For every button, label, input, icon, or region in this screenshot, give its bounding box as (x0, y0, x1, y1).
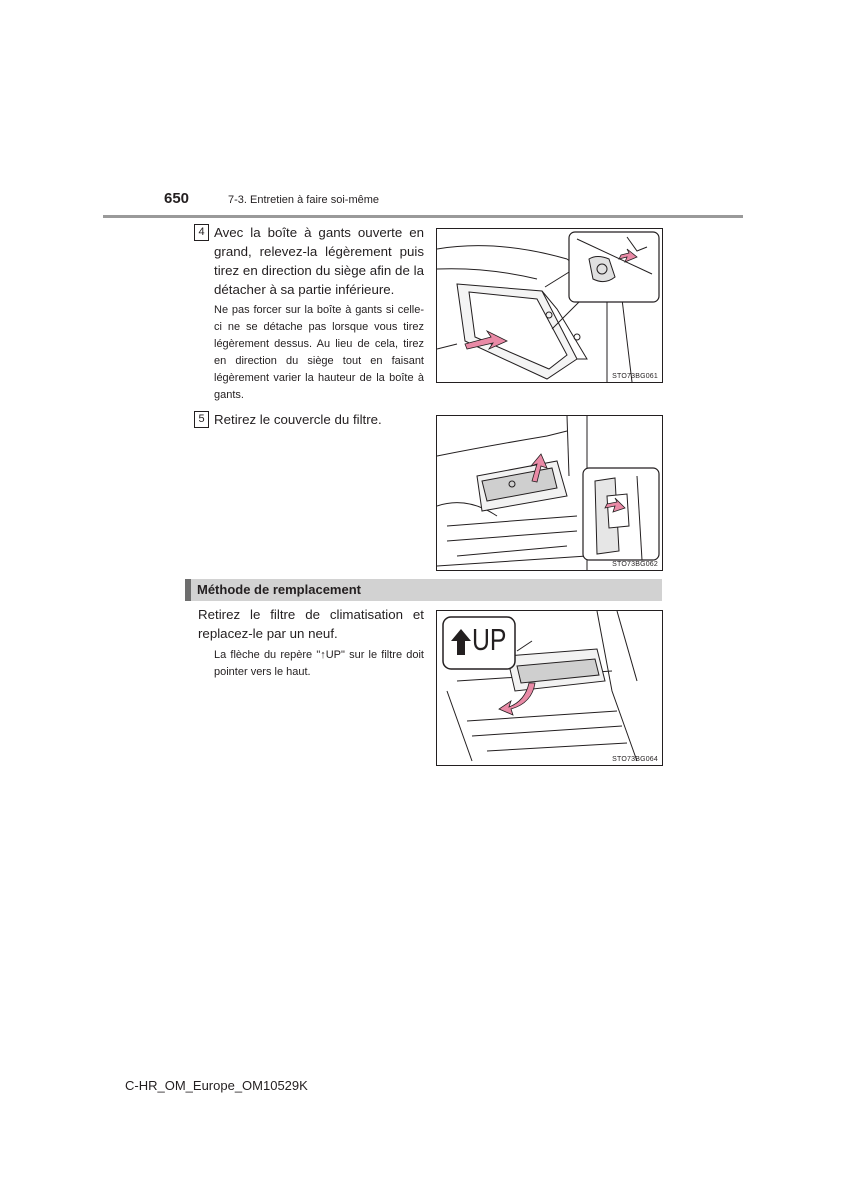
replacement-text: Retirez le filtre de climatisation et replacez-le par un neuf. (198, 607, 424, 641)
step-number-4: 4 (194, 224, 209, 241)
section-header-band (185, 579, 662, 601)
filter-replacement-illustration (437, 611, 662, 765)
footer-document-id: C-HR_OM_Europe_OM10529K (125, 1078, 308, 1093)
glovebox-illustration (437, 229, 662, 382)
figure-filter-replacement (436, 610, 663, 766)
figure-filter-cover (436, 415, 663, 571)
step-4-text: Avec la boîte à gants ouverte en grand, relevez-la légèrement puis tirez en direction du siège afin de la détacher à sa partie inférieure. (214, 225, 424, 297)
up-label: UP (472, 622, 507, 657)
header-divider (103, 215, 743, 218)
detail-inset (569, 232, 659, 302)
figure-code: STO73BG064 (612, 756, 658, 763)
section-title: 7-3. Entretien à faire soi-même (228, 194, 380, 206)
figure-code: STO73BG062 (612, 561, 658, 568)
replacement-note: La flèche du repère "↑UP" sur le filtre doit pointer vers le haut. (214, 649, 424, 678)
step-number-5: 5 (194, 411, 209, 428)
step-5-text: Retirez le couvercle du filtre. (214, 412, 382, 427)
section-header-title: Méthode de remplacement (197, 582, 361, 597)
figure-code: STO73BG061 (612, 373, 658, 380)
step-4-note: Ne pas forcer sur la boîte à gants si celle-ci ne se détache pas lorsque vous tirez légèrement dessus. Au lieu de cela, tirez en direction du siège tout en faisant légèrement varier la hauteur de la boîte à gants. (214, 304, 424, 401)
figure-glovebox-removal (436, 228, 663, 383)
filter-cover-illustration (437, 416, 662, 570)
page-number: 650 (164, 190, 190, 207)
